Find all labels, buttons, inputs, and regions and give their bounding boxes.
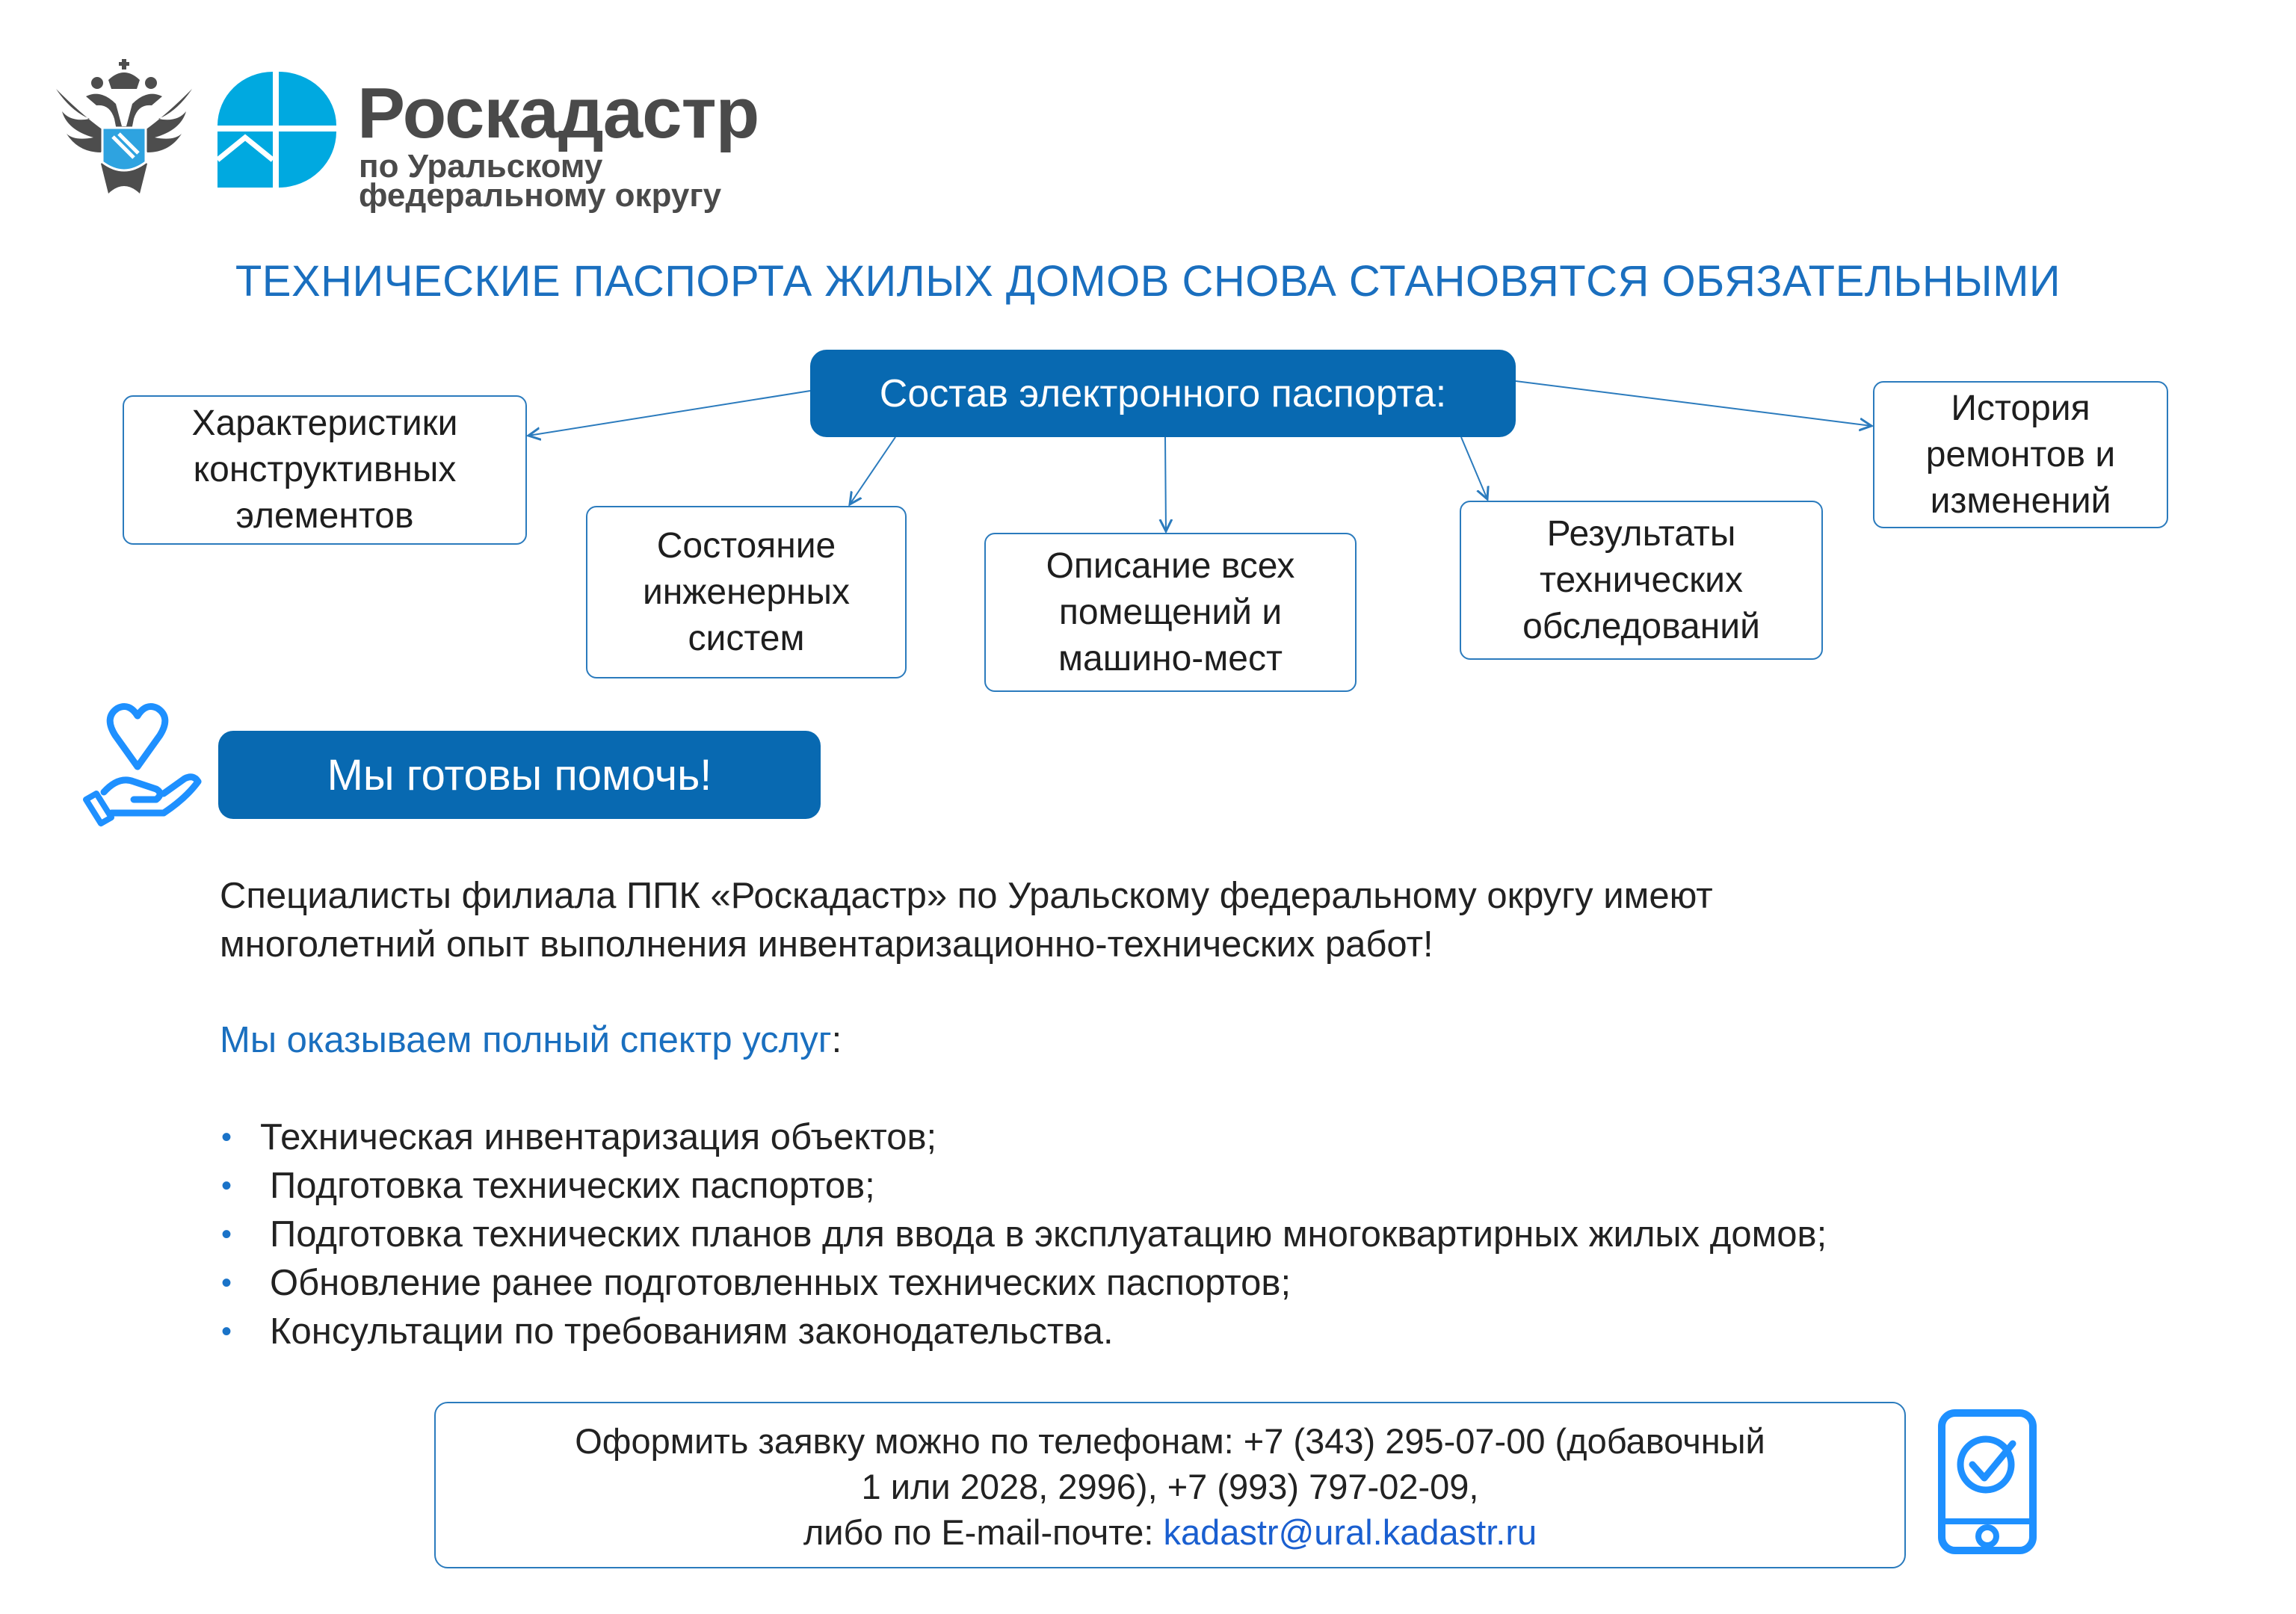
node-line: обследований [1522,606,1760,646]
page-title: ТЕХНИЧЕСКИЕ ПАСПОРТА ЖИЛЫХ ДОМОВ СНОВА СТАНОВЯТСЯ ОБЯЗАТЕЛЬНЫМИ [235,257,2061,306]
contact-phones-line-2: 1 или 2028, 2996), +7 (993) 797-02-09, [861,1467,1479,1506]
list-item-text: Техническая инвентаризация объектов; [260,1117,937,1157]
brand-subtitle-line-1: по Уральскому [359,148,603,185]
list-item [220,1259,1827,1308]
contact-email-label: либо по E-mail-почте: [803,1512,1164,1552]
list-item-text: Подготовка технических планов для ввода в эксплуатацию многоквартирных жилых домов; [270,1214,1827,1255]
contact-email-line [436,1509,1904,1555]
list-item-text: Обновление ранее подготовленных технических паспортов; [270,1263,1292,1303]
list-item [220,1210,1827,1259]
services-list [220,1113,1827,1356]
node-line: элементов [235,496,414,536]
node-premises-description [984,533,1357,692]
list-item [220,1113,1827,1162]
bullet-icon: • [221,1121,232,1154]
node-line: инженерных [642,572,851,612]
node-structural-elements [123,395,527,545]
bullet-icon: • [221,1267,232,1299]
bullet-icon: • [221,1169,232,1202]
node-line: Результаты [1546,513,1736,554]
brand-name: Роскадастр [357,73,759,153]
list-item [220,1162,1827,1210]
contact-phones-line-1: Оформить заявку можно по телефонам: +7 (343) 295-07-00 (добавочный [575,1421,1765,1461]
node-line: технических [1540,560,1743,600]
node-line: Описание всех [1046,545,1295,586]
intro-line-1: Специалисты филиала ППК «Роскадастр» по Уральскому федеральному округу имеют [220,876,1713,916]
node-line: машино-мест [1058,638,1283,678]
list-item-text: Подготовка технических паспортов; [270,1166,875,1206]
node-line: систем [688,618,805,658]
services-heading-colon: : [831,1020,842,1060]
node-inspection-results [1460,501,1823,660]
services-heading-text: Мы оказываем полный спектр услуг [220,1020,832,1060]
email-link[interactable]: kadastr@ural.kadastr.ru [1163,1512,1537,1552]
brand-subtitle-line-2: федеральному округу [359,177,722,214]
ready-to-help-banner: Мы готовы помочь! [218,731,821,819]
intro-line-2: многолетний опыт выполнения инвентаризационно-технических работ! [220,924,1434,965]
node-line: конструктивных [193,450,457,489]
smartphone-check-icon [1938,1409,2037,1554]
services-heading [220,1016,842,1064]
passport-composition-header: Состав электронного паспорта: [810,350,1516,437]
heart-in-hand-icon [81,701,203,826]
node-line: изменений [1930,480,2111,521]
node-line: История [1951,388,2090,428]
node-line: ремонтов и [1925,434,2116,474]
node-line: помещений и [1058,592,1283,632]
list-item-text: Консультации по требованиям законодательства. [270,1311,1114,1352]
list-item [220,1308,1827,1356]
node-line: Состояние [656,525,836,566]
node-engineering-systems [586,506,907,678]
node-repair-history [1873,381,2168,528]
bullet-icon: • [221,1218,232,1251]
contact-box [434,1402,1906,1568]
node-line: Характеристики [191,404,458,443]
bullet-icon: • [221,1315,232,1348]
